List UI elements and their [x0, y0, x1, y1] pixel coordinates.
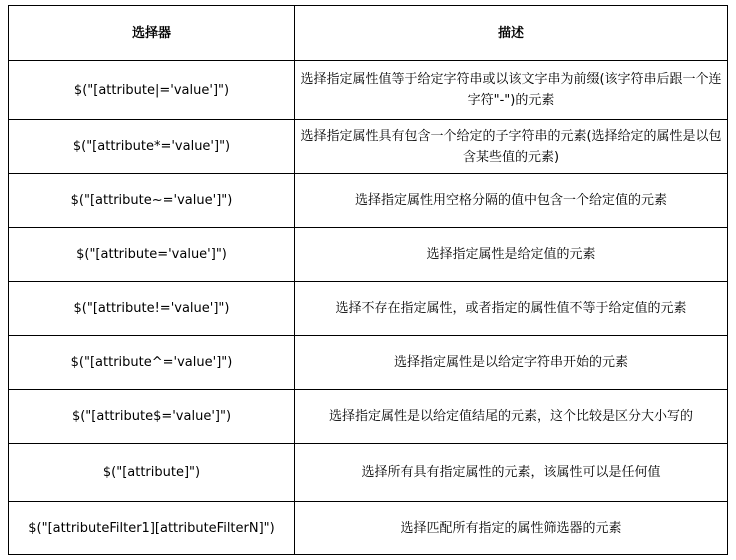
description-cell: 选择指定属性是以给定值结尾的元素，这个比较是区分大小写的: [295, 390, 728, 444]
selector-cell: $("[attribute|='value']"): [9, 61, 295, 120]
table-row: [9, 336, 728, 390]
selector-cell: $("[attribute='value']"): [9, 228, 295, 282]
description-cell: 选择指定属性是给定值的元素: [295, 228, 728, 282]
table-row: [9, 61, 728, 120]
description-cell: 选择不存在指定属性，或者指定的属性值不等于给定值的元素: [295, 282, 728, 336]
table-body: [9, 61, 728, 555]
table-row: [9, 390, 728, 444]
selector-cell: $("[attribute!='value']"): [9, 282, 295, 336]
selector-cell: $("[attributeFilter1][attributeFilterN]"): [9, 502, 295, 555]
header-selector: 选择器: [9, 6, 295, 61]
table-row: [9, 120, 728, 174]
selector-cell: $("[attribute*='value']"): [9, 120, 295, 174]
description-cell: 选择指定属性是以给定字符串开始的元素: [295, 336, 728, 390]
table-row: [9, 444, 728, 502]
description-cell: 选择指定属性用空格分隔的值中包含一个给定值的元素: [295, 174, 728, 228]
table-row: [9, 502, 728, 555]
selector-cell: $("[attribute$='value']"): [9, 390, 295, 444]
header-row: [9, 6, 728, 61]
table-header: [9, 6, 728, 61]
table-row: [9, 174, 728, 228]
table-row: [9, 228, 728, 282]
description-cell: 选择指定属性具有包含一个给定的子字符串的元素(选择给定的属性是以包含某些值的元素): [295, 120, 728, 174]
description-cell: 选择指定属性值等于给定字符串或以该文字串为前缀(该字符串后跟一个连字符"-")的元素: [295, 61, 728, 120]
description-cell: 选择所有具有指定属性的元素，该属性可以是任何值: [295, 444, 728, 502]
description-cell: 选择匹配所有指定的属性筛选器的元素: [295, 502, 728, 555]
selector-cell: $("[attribute]"): [9, 444, 295, 502]
header-description: 描述: [295, 6, 728, 61]
table-row: [9, 282, 728, 336]
attribute-selector-table: [8, 5, 728, 555]
attribute-selector-table-container: [8, 5, 728, 555]
selector-cell: $("[attribute^='value']"): [9, 336, 295, 390]
selector-cell: $("[attribute~='value']"): [9, 174, 295, 228]
